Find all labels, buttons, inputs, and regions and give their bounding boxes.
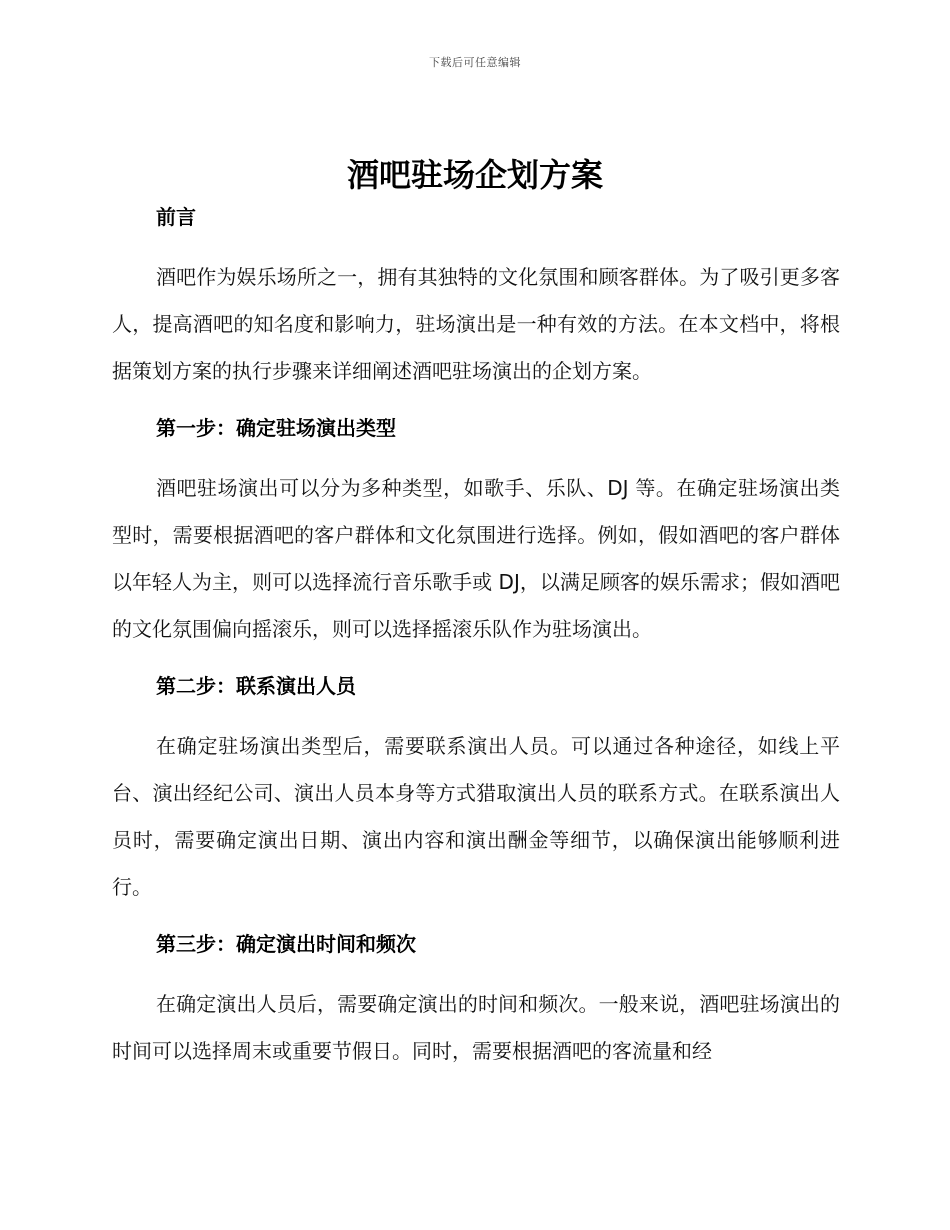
section-paragraph: 酒吧驻场演出可以分为多种类型，如歌手、乐队、DJ 等。在确定驻场演出类型时，需要根据酒吧的客户群体和文化氛围进行选择。例如，假如酒吧的客户群体以年轻人为主，则可以选择流行音乐歌手或 DJ，以满足顾客的娱乐需求；假如酒吧的文化氛围偏向摇滚乐，则可以选择摇滚乐队作为驻场演出。	[112, 476, 840, 641]
document-title: 酒吧驻场企划方案	[346, 156, 603, 194]
section-step-2	[112, 671, 840, 929]
section-step-1	[112, 413, 840, 671]
section-paragraph: 在确定驻场演出类型后，需要联系演出人员。可以通过各种途径，如线上平台、演出经纪公司、演出人员本身等方式猎取演出人员的联系方式。在联系演出人员时，需要确定演出日期、演出内容和演出酬金等细节，以确保演出能够顺利进行。	[112, 734, 840, 899]
section-step-3	[112, 929, 840, 1075]
header-note: 下载后可任意编辑	[429, 56, 521, 69]
section-heading: 第三步：确定演出时间和频次	[156, 932, 416, 956]
section-paragraph: 在确定演出人员后，需要确定演出的时间和频次。一般来说，酒吧驻场演出的时间可以选择周末或重要节假日。同时，需要根据酒吧的客流量和经	[112, 992, 840, 1063]
section-heading: 第二步：联系演出人员	[156, 674, 356, 698]
document-body	[112, 202, 840, 1075]
section-paragraph: 酒吧作为娱乐场所之一，拥有其独特的文化氛围和顾客群体。为了吸引更多客人，提高酒吧的知名度和影响力，驻场演出是一种有效的方法。在本文档中，将根据策划方案的执行步骤来详细阐述酒吧驻场演出的企划方案。	[112, 265, 840, 383]
section-heading: 前言	[156, 205, 196, 229]
section-preface	[112, 202, 840, 413]
section-heading: 第一步：确定驻场演出类型	[156, 416, 396, 440]
